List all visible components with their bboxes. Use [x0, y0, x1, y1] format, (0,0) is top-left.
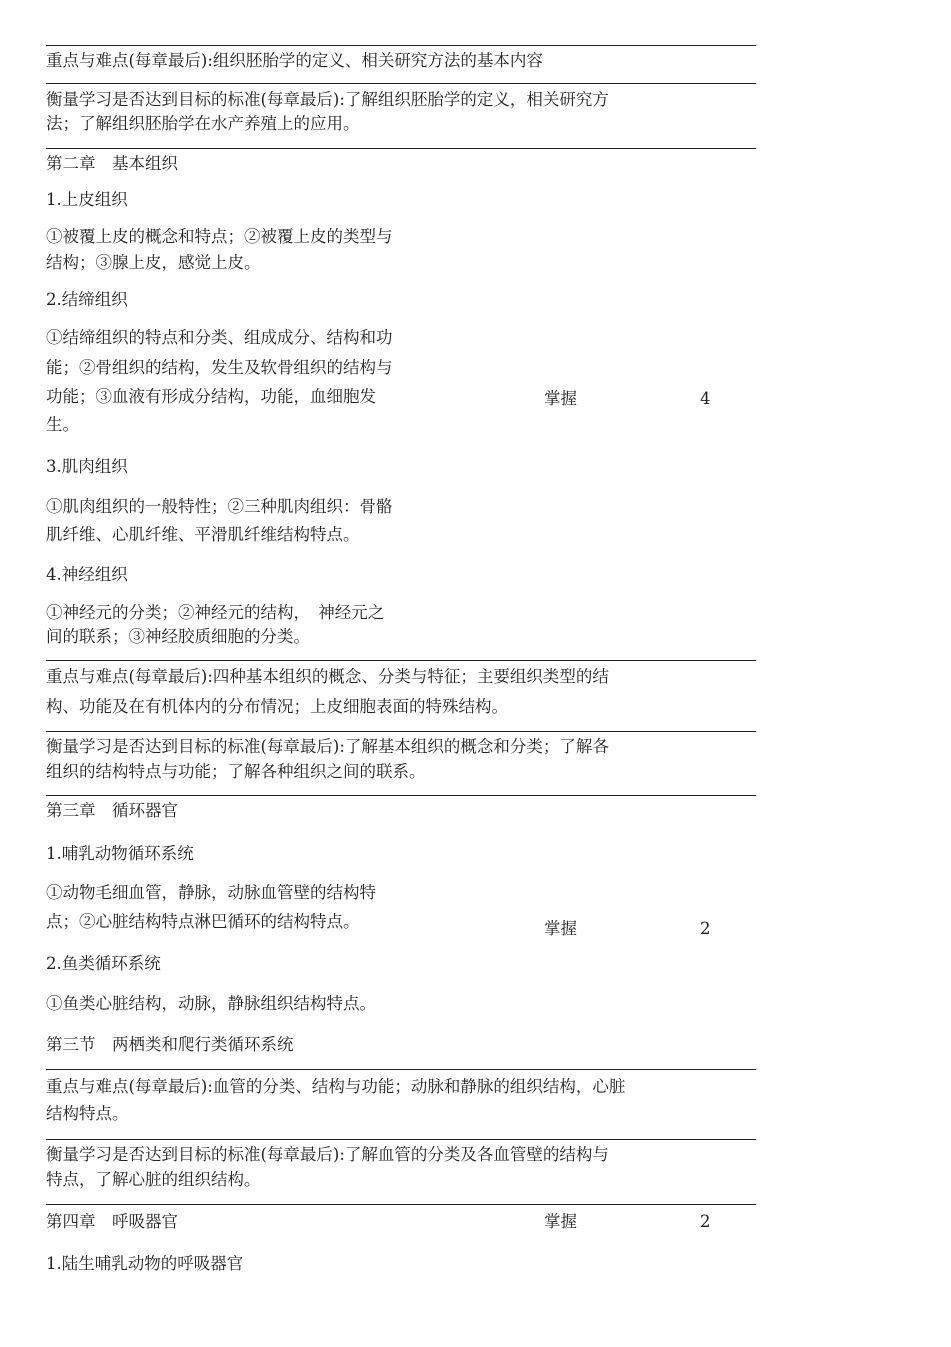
divider [46, 1204, 756, 1205]
mastery-level: 掌握 [544, 919, 577, 938]
chapter-title: 第四章 呼吸器官 [46, 1212, 178, 1231]
section-heading: 1.陆生哺乳动物的呼吸器官 [46, 1254, 244, 1273]
chapter-title: 第二章 基本组织 [46, 154, 178, 173]
divider [46, 45, 756, 46]
mastery-level: 掌握 [544, 389, 577, 408]
section-detail: 生。 [46, 415, 79, 434]
section-heading: 1.上皮组织 [46, 190, 128, 209]
key-points-text: 重点与难点(每章最后):血管的分类、结构与功能；动脉和静脉的组织结构，心脏 [46, 1077, 626, 1096]
section-detail: 肌纤维、心肌纤维、平滑肌纤维结构特点。 [46, 525, 360, 544]
section-detail: ①动物毛细血管，静脉，动脉血管壁的结构特 [46, 883, 376, 902]
section-detail: 结构；③腺上皮，感觉上皮。 [46, 253, 261, 272]
section-detail: 点；②心脏结构特点淋巴循环的结构特点。 [46, 912, 360, 931]
divider [46, 795, 756, 796]
section-detail: 能；②骨组织的结构，发生及软骨组织的结构与 [46, 358, 393, 377]
divider [46, 1069, 756, 1070]
section-detail: 间的联系；③神经胶质细胞的分类。 [46, 627, 310, 646]
mastery-level: 掌握 [544, 1212, 577, 1231]
section-heading: 3.肌肉组织 [46, 457, 128, 476]
section-detail: ①肌肉组织的一般特性；②三种肌肉组织：骨骼 [46, 497, 393, 516]
section-detail: ①被覆上皮的概念和特点；②被覆上皮的类型与 [46, 227, 393, 246]
criteria-text: 衡量学习是否达到目标的标准(每章最后):了解血管的分类及各血管壁的结构与 [46, 1145, 609, 1164]
section-detail: 功能；③血液有形成分结构，功能，血细胞发 [46, 387, 376, 406]
divider [46, 83, 756, 84]
criteria-text: 特点，了解心脏的组织结构。 [46, 1170, 261, 1189]
chapter-title: 第三章 循环器官 [46, 801, 178, 820]
key-points-text: 结构特点。 [46, 1104, 129, 1123]
divider [46, 148, 756, 149]
section-heading: 2.结缔组织 [46, 290, 128, 309]
key-points-text: 重点与难点(每章最后):四种基本组织的概念、分类与特征；主要组织类型的结 [46, 667, 609, 686]
section-detail: ①结缔组织的特点和分类、组成成分、结构和功 [46, 328, 393, 347]
class-hours: 2 [700, 1212, 711, 1231]
criteria-text: 法；了解组织胚胎学在水产养殖上的应用。 [46, 114, 360, 133]
class-hours: 2 [700, 919, 711, 938]
class-hours: 4 [700, 389, 711, 408]
section-detail: ①鱼类心脏结构，动脉，静脉组织结构特点。 [46, 994, 376, 1013]
criteria-text: 组织的结构特点与功能；了解各种组织之间的联系。 [46, 762, 426, 781]
divider [46, 1139, 756, 1140]
section-heading: 第三节 两栖类和爬行类循环系统 [46, 1035, 294, 1054]
section-heading: 1.哺乳动物循环系统 [46, 844, 194, 863]
section-heading: 2.鱼类循环系统 [46, 954, 161, 973]
divider [46, 660, 756, 661]
divider [46, 731, 756, 732]
section-detail: ①神经元的分类；②神经元的结构， 神经元之 [46, 603, 385, 622]
section-heading: 4.神经组织 [46, 565, 128, 584]
key-points-text: 构、功能及在有机体内的分布情况；上皮细胞表面的特殊结构。 [46, 697, 508, 716]
criteria-text: 衡量学习是否达到目标的标准(每章最后):了解基本组织的概念和分类；了解各 [46, 737, 609, 756]
criteria-text: 衡量学习是否达到目标的标准(每章最后):了解组织胚胎学的定义，相关研究方 [46, 90, 609, 109]
key-points-text: 重点与难点(每章最后):组织胚胎学的定义、相关研究方法的基本内容 [46, 51, 543, 70]
